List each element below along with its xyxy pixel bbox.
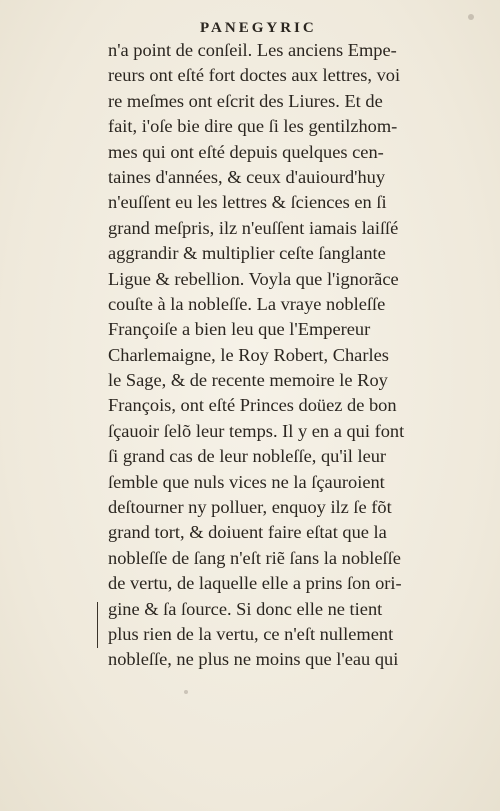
text-line: François, ont eſté Princes doüez de bon [108, 395, 397, 416]
text-line: grand tort, & doiuent faire eſtat que la [108, 522, 387, 543]
text-line: grand meſpris, ilz n'euſſent iamais laiſſé [108, 217, 399, 238]
text-line: ſi grand cas de leur nobleſſe, qu'il leur [108, 446, 387, 467]
text-line: re meſmes ont eſcrit des Liures. Et de [108, 90, 383, 111]
text-line: nobleſſe de ſang n'eſt riẽ ſans la nobleſſe [108, 547, 401, 568]
text-line: couſte à la nobleſſe. La vraye nobleſſe [108, 293, 386, 314]
text-line: Ligue & rebellion. Voyla que l'ignorãce [108, 268, 399, 289]
text-line: aggrandir & multiplier ceſte ſanglante [108, 243, 386, 264]
running-head: PANEGYRIC [200, 20, 317, 36]
text-line: n'euſſent eu les lettres & ſciences en ſi [108, 192, 387, 213]
text-line: reurs ont eſté fort doctes aux lettres, voi [108, 65, 401, 86]
margin-bracket [97, 602, 101, 648]
text-line: plus rien de la vertu, ce n'eſt nullement [108, 623, 394, 644]
text-line: Françoiſe a bien leu que l'Empereur [108, 319, 371, 340]
text-line: fait, i'oſe bie dire que ſi les gentilzhom- [108, 116, 398, 137]
text-line: mes qui ont eſté depuis quelques cen- [108, 141, 384, 162]
text-line: ſemble que nuls vices ne la ſçauroient [108, 471, 385, 492]
text-line: deſtourner ny polluer, enquoy ilz ſe fõt [108, 497, 392, 518]
text-line: n'a point de conſeil. Les anciens Empe- [108, 40, 397, 60]
ink-spot [468, 14, 474, 20]
ink-spot [184, 690, 188, 694]
text-line: ſçauoir ſelõ leur temps. Il y en a qui font [108, 420, 405, 441]
text-line: Charlemaigne, le Roy Robert, Charles [108, 344, 389, 365]
text-line: nobleſſe, ne plus ne moins que l'eau qui [108, 649, 399, 670]
text-line: de vertu, de laquelle elle a prins ſon ori- [108, 573, 402, 594]
text-line: le Sage, & de recente memoire le Roy [108, 370, 388, 391]
text-line: taines d'années, & ceux d'auiourd'huy [108, 166, 386, 187]
body-text [108, 38, 468, 673]
text-line: gine & ſa ſource. Si donc elle ne tient [108, 598, 383, 619]
